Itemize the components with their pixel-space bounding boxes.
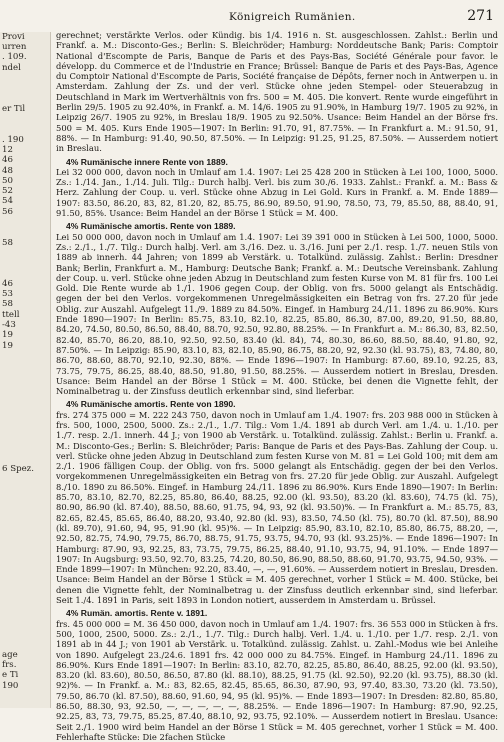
page-header — [54, 8, 498, 26]
margin-fragment: . 190 — [2, 134, 24, 145]
section-title: 4% Rumänische amortis. Rente von 1889. — [66, 221, 236, 232]
margin-fragment: 19 — [2, 330, 13, 341]
section-amortis-rente-1889 — [56, 221, 498, 396]
margin-fragment: 6 Spez. — [2, 464, 34, 475]
margin-fragment: 54 — [2, 196, 13, 207]
adjacent-page-margin — [0, 32, 51, 708]
page-number: 271 — [467, 8, 494, 24]
section-amortis-rente-1891 — [56, 608, 498, 742]
margin-fragment: 12 — [2, 144, 13, 155]
margin-fragment: 58 — [2, 299, 13, 310]
margin-fragment: 190 — [2, 680, 19, 691]
margin-fragment: e Ti — [2, 670, 19, 681]
margin-fragment: Provi — [2, 31, 25, 42]
margin-fragment: 46 — [2, 278, 13, 289]
margin-fragment: . 109. — [2, 52, 27, 63]
section-title: 4% Rumänische innere Rente von 1889. — [66, 156, 228, 167]
margin-fragment: 53 — [2, 289, 13, 300]
section-text: frs. 274 375 000 = M. 222 243 750, davon noch in Umlauf am 1./4. 1907: frs. 203 988 000 in Stücken à frs. 500, 1000, 2500, 5000. Zs.: 2./1., 1./7. Tilg.: Vom 1./4. 1891 ab durch Verl. am 1./4. u. 1./10. per 1./7. resp. 2./1. innerh. 44 J.; von 1900 ab Verstärk. u. Totalkünd. zulässig. Zahlst.: Berlin u. Frankf. a. M.: Disconto-Ges.; Berlin: S. Bleichröder; Paris: Banque de Paris et des Pays-Bas. Zahlung der Coup. u. verl. Stücke ohne jeden Abzug in Deutschland zum festen Kurse von M. 81 = Lei Gold 100; mit dem am 2./1. 1906 fälligen Coup. der Oblig. von frs. 5000 gelangt als Entschädig. gegen der bei den Verlos. vorgekommenen Unregelmässigkeiten ein Betrag von frs. 27.20 für jede Oblig. zur Auszahl. Aufgelegt 8./10. 1890 zu 86.50%. Eingef. in Hamburg 24./11. 1896 zu 86.90%. Kurs Ende 1890—1907: In Berlin: 85.70, 83.10, 82.70, 82.25, 85.80, 86.40, 88.25, 92.00 (kl. 93.50), 83.20 (kl. 83.60), 74.75 (kl. 75), 80.90, 86.90 (kl. 87.40), 88.50, 88.60, 91.75, 94, 93, 92 (kl. 93.50)%. — In Frankfurt a. M.: 85.75, 83, 82.65, 82.45, 85.65, 86.40, 88.20, 93.40, 92.80 (kl. 93), 83.50, 74.50 (kl. 75), 80.70 (kl. 87.50), 88.90 (kl. 89.70), 91.60, 94, 95, 91.90 (kl. 95)%. — In Leipzig: 85.90, 83.10, 82.10, 85.80, 86.75, 88.20, —, 92.50, 82.75, 74.90, 79.75, 86.70, 88.75, 91.75, 93.75, 94.70, 93 (kl. 93.25)%. — Ende 1896—1907: In Hamburg: 87.90, 93, 92.25, 83, 73.75, 79.75, 86.25, 88.40, 91.10, 93.75, 94, 91.10%. — Ende 1897—1907: In Augsburg: 93.50, 92.70, 83.25, 74.20, 80.50, 86.90, 88.50, 88.60, 91.70, 93.75, 94.50, 93%. — Ende 1899—1907: In München: 92.20, 83.40, —, —, 91.60%. — Ausserdem notiert in Breslau, Dresden. Usance: Beim Handel an der Börse 1 Stück = M. 405 gerechnet, vorher 1 Stück = M. 400. Stücke, bei denen die Vignette fehlt, der Nominalbetrag u. der Zinsfuss deutlich erkennbar sind, sind lieferbar. Seit 1./4. 1891 in Paris, seit 1893 in London notiert, ausserdem in Amsterdam u. Brüssel. — [56, 409, 498, 606]
margin-fragment: 50 — [2, 175, 13, 186]
margin-fragment: ndel — [2, 62, 21, 73]
margin-fragment: 19 — [2, 340, 13, 351]
margin-fragment: 58 — [2, 237, 13, 248]
document-body — [56, 30, 498, 742]
page-title: Königreich Rumänien. — [229, 11, 356, 23]
section-title: 4% Rumänische amortis. Rente von 1890. — [66, 399, 236, 410]
margin-fragment: ttell — [2, 309, 20, 320]
section-title: 4% Rumän. amortis. Rente v. 1891. — [66, 608, 208, 619]
margin-fragment: 46 — [2, 155, 13, 166]
margin-fragment: age — [2, 649, 18, 660]
margin-fragment: 48 — [2, 165, 13, 176]
margin-fragment: 52 — [2, 186, 13, 197]
section-text: gerechnet; verstärkte Verlos. oder Kündig. bis 1/4. 1916 n. St. ausgeschlossen. Zahlst.: Berlin und Frankf. a. M.: Disconto-Ges.; Berlin: S. Bleichröder; Hamburg: Norddeutsche Bank; Paris: Comptoir National d'Escompte de Paris, Banque de Paris et des Pays-Bas, Société Générale pour favor. le développ. du Commerce et de l'Industrie en France; Brüssel: Banque de Paris et des Pays-Bas, Agence du Comptoir National d'Escompte de Paris, Société française de Dépôts, ferner noch in Antwerpen u. in Amsterdam. Zahlung der Zs. und der verl. Stücke ohne jeden Stempel- oder Steuerabzug in Deutschland in Mark im Wertverhältnis von frs. 500 = M. 405. Die konvert. Rente wurde eingeführt in Berlin 29/5. 1905 zu 92.40%, in Frankf. a. M. 14/6. 1905 zu 91.90%, in Hamburg 19/7. 1905 zu 92%, in Leipzig 26/7. 1905 zu 92%, in Breslau 18/9. 1905 zu 92.50%. Usance: Beim Handel an der Börse frs. 500 = M. 405. Kurs Ende 1905—1907: In Berlin: 91.70, 91, 87.75%. — In Frankfurt a. M.: 91.50, 91, 88%. — In Hamburg: 91.40, 90.50, 87.50%. — In Leipzig: 91.25, 91.25, 87.50%. — Ausserdem notiert in Breslau. — [56, 30, 498, 154]
section-intro — [56, 30, 498, 154]
section-text: Lei 32 000 000, davon noch in Umlauf am 1.4. 1907: Lei 25 428 200 in Stücken à Lei 100, 1000, 5000. Zs.: 1./14. Jan., 1./14. Juli. Tilg.: Durch halbj. Verl. bis zum 30./6. 1933. Zahlst.: Frankf. a. M.: Bass & Herz. Zahlung der Coup. u. verl. Stücke ohne Abzug in Lei Gold. Kurs in Frankf. a. M. Ende 1889—1907: 83.50, 86.20, 83, 82, 81.20, 82, 85.75, 86.90, 89.50, 91.90, 78.50, 73, 79, 85.50, 88, 88.40, 91, 91.50, 85%. Usance: Beim Handel an der Börse 1 Stück = M. 400. — [56, 166, 498, 219]
margin-fragment: urren — [2, 41, 27, 52]
section-innere-rente-1889 — [56, 157, 498, 219]
section-amortis-rente-1890 — [56, 399, 498, 605]
margin-fragment: -43 — [2, 320, 16, 330]
margin-fragment: er Til — [2, 103, 26, 114]
section-text: Lei 50 000 000, davon noch in Umlauf am 1.4. 1907: Lei 39 391 000 in Stücken à Lei 500, 1000, 5000. Zs.: 2./1., 1./7. Tilg.: Durch halbj. Verl. am 3./16. Dez. u. 3./16. Juni per 2./1. resp. 1./7. neuen Stils von 1889 ab innerh. 44 Jahren; von 1899 ab Verstärk. u. Totalkünd. zulässig. Zahlst.: Berlin: Dresdner Bank; Berlin, Frankfurt a. M., Hamburg: Deutsche Bank; Frankf. a. M.: Deutsche Vereinsbank. Zahlung der Coup. u. verl. Stücke ohne jeden Abzug in Deutschland zum festen Kurse von M. 81 für frs. 100 Lei Gold. Die Rente wurde ab 1./1. 1906 gegen Coup. der Oblig. von frs. 5000 gelangt als Entschädig. gegen der bei den Verlos. vorgekommenen Unregelmässigkeiten ein Betrag von frs. 27.20 für jede Oblig. zur Auszahl. Aufgelegt 11./9. 1889 zu 84.50%. Eingef. in Hamburg 24./11. 1896 zu 86.90%. Kurs Ende 1890—1907: In Berlin: 85.75, 83.10, 82.10, 82.25, 85.80, 86.30, 87.00, 89.20, 91.50, 88.80, 84.20, 74.50, 80.50, 86.50, 88.40, 88.70, 92.50, 92.80, 88.25%. — In Frankfurt a. M.: 86.30, 83, 82.50, 82.40, 85.70, 86.20, 88.10, 92.50, 92.50, 83.40 (kl. 84), 74, 80.30, 86.60, 88.50, 88.40, 91.80, 92, 87.50%. — In Leipzig: 85.90, 83.10, 83, 82.10, 85.90, 86.75, 88.20, 92, 92.30 (kl. 93.75), 83, 74.80, 80, 86.70, 88.60, 88.70, 92.10, 92.30, 88%. — Ende 1896—1907: In Hamburg: 87.60, 89.10, 92.25, 83, 73.75, 79.75, 86.25, 88.40, 88.50, 91.80, 91.50, 88.25%. — Ausserdem notiert in Breslau, Dresden. Usance: Beim Handel an der Börse 1 Stück = M. 400. Stücke, bei denen die Vignette fehlt, der Nominalbetrag u. der Zinsfuss deutlich erkennbar sind, sind lieferbar. — [56, 231, 498, 397]
margin-fragment: 56 — [2, 206, 13, 217]
section-text: frs. 45 000 000 = M. 36 450 000, davon noch in Umlauf am 1./4. 1907: frs. 36 553 000 in Stücken à frs. 500, 1000, 2500, 5000. Zs.: 2./1., 1./7. Tilg.: Durch halbj. Verl. 1./4. u. 1./10. per 1./7. resp. 2./1. von 1891 ab in 44 J.; von 1901 ab Verstärk. u. Totalkünd. zulässig. Zahlst. u. Zahl.-Modus wie bei Anleihe von 1890. Aufgelegt 23./24.6. 1891 frs. 42 000 000 zu 84.75%. Eingef. in Hamburg 24./11. 1896 zu 86.90%. Kurs Ende 1891—1907: In Berlin: 83.10, 82.70, 82.25, 85.80, 86.40, 88.25, 92.00 (kl. 93.50), 83.20 (kl. 83.60), 80.50, 86.50, 87.80 (kl. 88.10), 88.25, 91.75 (kl. 92.50), 92.20 (kl. 93.75), 88.30 (kl. 92)%. — In Frankf. a. M.: 83, 82.65, 82.45, 85.65, 86.30, 87.90, 93, 97.40, 83.30, 73.20 (kl. 73.50), 79.50, 86.70 (kl. 87.50), 88.60, 91.60, 94, 95 (kl. 95)%. — Ende 1893—1907: In Dresden: 82.80, 85.80, 86.50, 88.30, 93, 92.50, —, —, —, —, —, 88.25%. — Ende 1896—1907: In Hamburg: 87.90, 92.25, 92.25, 83, 73, 79.75, 85.25, 87.40, 88.10, 92, 93.75, 92.10%. — Ausserdem notiert in Breslau. Usance: Seit 2./1. 1900 wird beim Handel an der Börse 1 Stück = M. 405 gerechnet, vorher 1 Stück = M. 400. Fehlerhafte Stücke: Die 2fachen Stücke — [56, 618, 498, 742]
margin-fragment: frs. — [2, 659, 17, 670]
